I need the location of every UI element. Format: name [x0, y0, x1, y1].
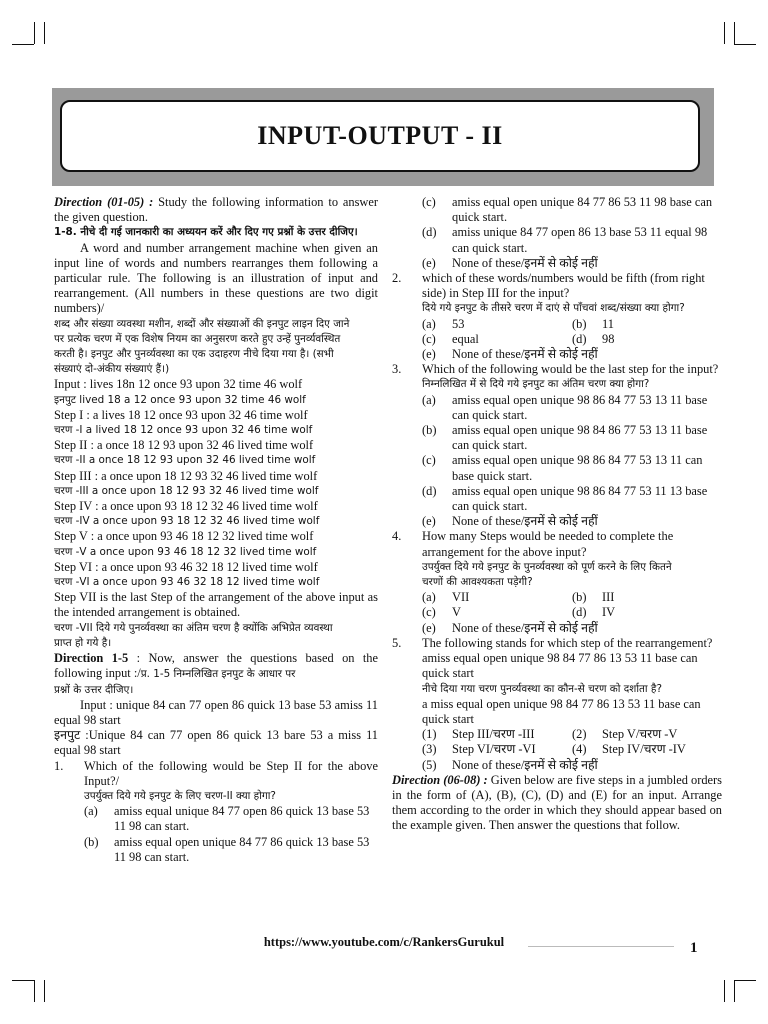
step-line-hindi: चरण -VI a once upon 93 46 32 18 12 lived time wolf: [54, 576, 320, 589]
step7-note-hindi: प्राप्त हो गये है।: [54, 636, 112, 649]
step-line-hindi: चरण -II a once 18 12 93 upon 32 46 lived time wolf: [54, 454, 316, 467]
crop-mark: [44, 980, 45, 1002]
step-line-hindi: चरण -III a once upon 18 12 93 32 46 lived time wolf: [54, 484, 319, 497]
step-line-hindi: इनपुट lived 18 a 12 once 93 upon 32 time 46 wolf: [54, 393, 306, 406]
option[interactable]: (4) Step IV/चरण -IV: [572, 742, 686, 757]
question-5-hindi: नीचे दिया गया चरण पुनर्व्यवस्था का कौन-से चरण को दर्शाता है?: [422, 682, 662, 695]
right-column: [392, 195, 722, 834]
option[interactable]: (d) 98: [572, 331, 615, 346]
option[interactable]: (e) None of these/इनमें से कोई नहीं: [422, 255, 598, 270]
intro-hindi-line: पर प्रत्येक चरण में एक विशेष नियम का अनुसरण करते हुए उन्हें पुनर्व्यवस्थित: [54, 332, 341, 345]
question-3-hindi: निम्नलिखित में से दिये गये इनपुट का अंतिम चरण क्या होगा?: [422, 378, 650, 391]
left-column: [54, 195, 378, 865]
option[interactable]: (e) None of these/इनमें से कोई नहीं: [422, 347, 598, 362]
option[interactable]: (d) amiss equal open unique 98 86 84 77 53 11 13 base can quick start.: [422, 483, 708, 514]
question-4: 4. How many Steps would be needed to complete the arrangement for the above input?: [392, 529, 674, 559]
question-5: 5. The following stands for which step of the rearrangement?: [392, 635, 713, 650]
step-line: Step I : a lives 18 12 once 93 upon 32 46 time wolf: [54, 407, 308, 422]
option[interactable]: (3) Step VI/चरण -VI: [422, 742, 536, 757]
step7-note: Step VII is the last Step of the arrangement of the above input as the intended arrangement is obtained.: [54, 590, 378, 620]
step-line-hindi: चरण -IV a once upon 93 18 12 32 46 lived time wolf: [54, 515, 320, 528]
option[interactable]: (b) 11: [572, 316, 614, 331]
step-line: Step III : a once upon 18 12 93 32 46 lived time wolf: [54, 468, 318, 483]
direction-2: Direction 1-5 : Now, answer the questions based on the following input :/प्र. 1-5 निम्नलिखित इनपुट के आधार पर: [54, 651, 378, 681]
step-line: Input : lives 18n 12 once 93 upon 32 time 46 wolf: [54, 377, 303, 392]
question-2: 2. which of these words/numbers would be fifth (from right side) in Step III for the input?: [392, 271, 705, 301]
crop-mark: [734, 980, 735, 1002]
question-1: 1. Which of the following would be Step II for the above Input?/: [54, 758, 378, 788]
option[interactable]: (a) amiss equal unique 84 77 open 86 quick 13 base 53 11 98 can start.: [84, 804, 370, 834]
question-4-hindi: चरणों की आवश्यकता पड़ेगी?: [422, 576, 533, 589]
option[interactable]: (d) amiss unique 84 77 open 86 13 base 53 11 equal 98 can quick start.: [422, 225, 708, 255]
option[interactable]: (c) equal: [422, 331, 479, 346]
footer-rule: [528, 946, 674, 947]
intro-hindi-line: संख्याएं दो-अंकीय संख्याएं हैं।): [54, 363, 170, 376]
crop-mark: [44, 22, 45, 44]
option[interactable]: (2) Step V/चरण -V: [572, 727, 678, 742]
option[interactable]: (c) amiss equal open unique 98 86 84 77 53 13 11 can base quick start.: [422, 453, 703, 483]
direction-hindi: 1-8. नीचे दी गई जानकारी का अध्ययन करें और दिए गए प्रश्नों के उत्तर दीजिए।: [54, 226, 358, 239]
intro-hindi-line: शब्द और संख्या व्यवस्था मशीन, शब्दों और संख्याओं की इनपुट लाइन दिए जाने: [54, 317, 350, 330]
input-line-hindi: इनपुट :Unique 84 can 77 open 86 quick 13 bare 53 a miss 11 equal 98 start: [54, 728, 378, 758]
question-5-sequence-hindi: a miss equal open unique 98 84 77 86 13 53 11 base can quick start: [422, 696, 701, 726]
step-line-hindi: चरण -I a lived 18 12 once 93 upon 32 46 time wolf: [54, 424, 313, 437]
option[interactable]: (b) amiss equal open unique 84 77 86 quick 13 base 53 11 98 can start.: [84, 834, 370, 864]
crop-mark: [12, 980, 34, 981]
crop-mark: [34, 980, 35, 1002]
option[interactable]: (c) amiss equal open unique 84 77 86 53 11 98 base can quick start.: [422, 195, 713, 225]
crop-mark: [12, 44, 34, 45]
crop-mark: [34, 22, 35, 44]
option[interactable]: (a) amiss equal open unique 98 86 84 77 53 13 11 base can quick start.: [422, 392, 708, 422]
direction-1: Direction (01-05) : Study the following information to answer the given question.: [54, 195, 378, 225]
option[interactable]: (b) III: [572, 590, 615, 605]
question-2-hindi: दिये गये इनपुट के तीसरे चरण में दाएं से पाँचवां शब्द/संख्या क्या होगा?: [422, 302, 685, 315]
step-line: Step IV : a once upon 93 18 12 32 46 lived time wolf: [54, 499, 318, 514]
option[interactable]: (a) VII: [422, 590, 470, 605]
input-line: Input : unique 84 can 77 open 86 quick 13 base 53 amiss 11 equal 98 start: [54, 697, 378, 727]
direction-2-hindi: प्रश्नों के उत्तर दीजिए।: [54, 683, 134, 696]
question-4-hindi: उपर्युक्त दिये गये इनपुट के पुनर्व्यवस्था को पूर्ण करने के लिए कितने: [422, 560, 672, 573]
crop-mark: [734, 44, 756, 45]
option[interactable]: (d) IV: [572, 605, 616, 620]
intro-hindi-line: करती है। इनपुट और पुनर्व्यवस्था का एक उदाहरण नीचे दिया गया है। (सभी: [54, 348, 334, 361]
title-banner: [60, 100, 700, 172]
crop-mark: [724, 22, 725, 44]
step7-note-hindi: चरण -VII दिये गये पुनर्व्यवस्था का अंतिम चरण है क्योंकि अभिप्रेत व्यवस्था: [54, 621, 333, 634]
option[interactable]: (1) Step III/चरण -III: [422, 727, 535, 742]
step-line-hindi: चरण -V a once upon 93 46 18 12 32 lived time wolf: [54, 545, 317, 558]
option[interactable]: (e) None of these/इनमें से कोई नहीं: [422, 514, 598, 529]
direction-3: Direction (06-08) : Given below are five steps in a jumbled orders in the form of (A), (B), (C), (D) and (E) for an input. Arrange them according to the order in which they should appear based on the example given. Then answer the questions that follow.: [392, 772, 722, 833]
step-line: Step II : a once 18 12 93 upon 32 46 lived time wolf: [54, 438, 314, 453]
option[interactable]: (5) None of these/इनमें से कोई नहीं: [422, 757, 598, 772]
question-1-hindi: उपर्युक्त दिये गये इनपुट के लिए चरण-II क्या होगा?: [84, 789, 276, 802]
page-title: INPUT-OUTPUT - II: [257, 121, 503, 150]
step-line: Step VI : a once upon 93 46 32 18 12 lived time wolf: [54, 559, 318, 574]
option[interactable]: (e) None of these/इनमें से कोई नहीं: [422, 620, 598, 635]
crop-mark: [734, 22, 735, 44]
step-line: Step V : a once upon 93 46 18 12 32 lived time wolf: [54, 529, 314, 544]
page-number: 1: [690, 940, 698, 956]
crop-mark: [724, 980, 725, 1002]
footer-url[interactable]: https://www.youtube.com/c/RankersGurukul: [263, 935, 505, 949]
crop-mark: [734, 980, 756, 981]
option[interactable]: (c) V: [422, 605, 461, 620]
question-3: 3. Which of the following would be the last step for the input?: [392, 362, 719, 377]
intro-paragraph: A word and number arrangement machine when given an input line of words and numbers rearranges them following a particular rule. The following is an illustration of input and rearrangement. (All numbers in these questions are two digit numbers)/: [54, 240, 378, 316]
option[interactable]: (a) 53: [422, 316, 465, 331]
option[interactable]: (b) amiss equal open unique 98 84 86 77 53 13 11 base can quick start.: [422, 423, 708, 453]
question-5-sequence: amiss equal open unique 98 84 77 86 13 53 11 base can quick start: [422, 651, 698, 681]
